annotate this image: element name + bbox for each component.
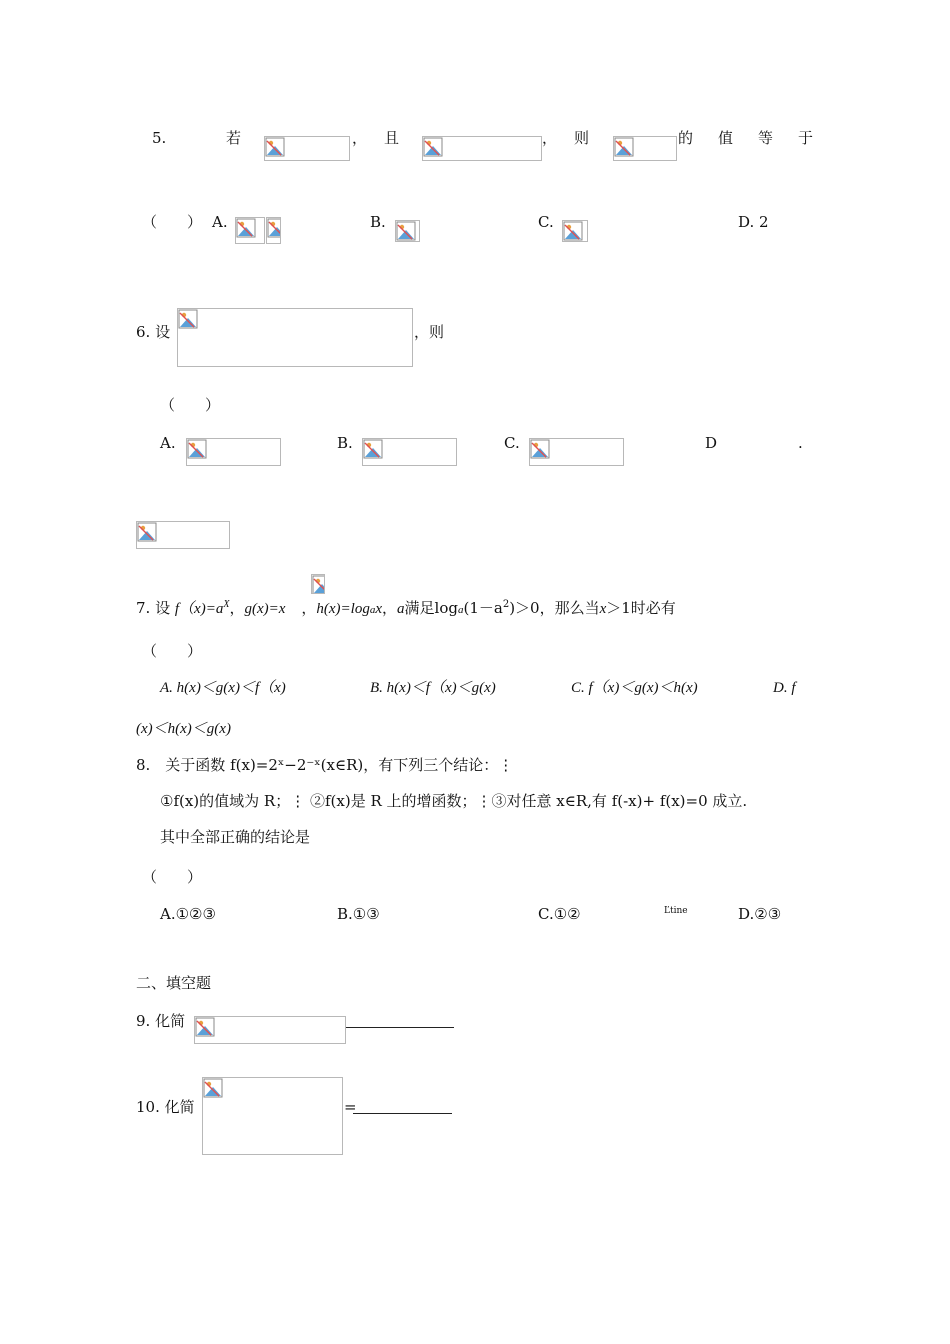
q7-tail: ＞1时必有 — [606, 599, 676, 617]
q8-option-b: B.①③ — [337, 905, 380, 923]
broken-image-icon — [178, 309, 198, 329]
q8-stray-mark: Ľtine — [664, 906, 688, 916]
q5-formula-image-2 — [422, 136, 542, 161]
q5-word-ruo: 若 — [226, 129, 242, 147]
q9-formula-image — [194, 1016, 346, 1044]
q7-option-a: A. h(x)＜g(x)＜f（x) — [160, 680, 286, 696]
q6-option-a-label: A. — [160, 434, 176, 452]
q5-word-qie: 且 — [384, 129, 400, 147]
q7-prefix: 7. 设 — [136, 599, 171, 617]
q7-gx-exponent-image — [311, 574, 325, 594]
q7-option-d-part1: D. f — [773, 680, 796, 696]
q5-word-zhi: 值 — [718, 129, 734, 147]
q7-hx-base: a — [369, 604, 376, 616]
q8-option-a: A.①②③ — [160, 905, 216, 923]
q5-option-b-label: B. — [370, 213, 386, 231]
q8-stem: 8. 关于函数 f(x)=2ˣ−2⁻ˣ(x∈R)，有下列三个结论：⋮ — [136, 756, 514, 774]
q5-word-de: 的 — [678, 129, 694, 147]
broken-image-icon — [563, 221, 583, 241]
q6-option-d-dot: . — [798, 434, 803, 452]
q6-suffix: ，则 — [414, 323, 445, 341]
q5-option-b-image — [395, 220, 420, 242]
q10-equals: = — [344, 1098, 357, 1116]
q6-prefix: 6. 设 — [136, 323, 171, 341]
q7-condition-2: (1－a — [463, 599, 503, 617]
q5-word-ze: 则 — [574, 129, 590, 147]
q7-hx-arg: x — [375, 601, 383, 617]
broken-image-icon — [195, 1017, 215, 1037]
q7-x: x — [599, 601, 607, 617]
broken-image-icon — [312, 575, 325, 594]
q6-formula-image — [177, 308, 413, 367]
broken-image-icon — [203, 1078, 223, 1098]
q5-answer-paren: （ ） — [142, 213, 203, 231]
q5-formula-image-3 — [613, 136, 677, 161]
q5-option-a-image-2 — [266, 217, 281, 244]
q10-prefix: 10. 化简 — [136, 1098, 195, 1116]
q7-condition-base: a — [457, 604, 464, 616]
q5-number: 5. — [152, 129, 167, 147]
q5-word-deng: 等 — [758, 129, 774, 147]
q5-option-a-image-1 — [235, 217, 265, 244]
q7-condition: 满足log — [404, 599, 458, 617]
q5-option-d: D. 2 — [738, 213, 769, 231]
q9-answer-blank[interactable] — [346, 1027, 454, 1028]
q7-hx: h(x)=log — [316, 601, 370, 617]
q7-condition-exponent: 2 — [502, 599, 510, 610]
broken-image-icon — [363, 439, 383, 459]
broken-image-icon — [267, 218, 281, 238]
q5-word-yu: 于 — [798, 129, 814, 147]
q6-option-b-image — [362, 438, 457, 466]
broken-image-icon — [614, 137, 634, 157]
q7-gx: g(x)=x — [244, 601, 286, 617]
broken-image-icon — [265, 137, 285, 157]
q7-line — [136, 595, 676, 620]
q6-option-d-image — [136, 521, 230, 549]
q8-question: 其中全部正确的结论是 — [160, 828, 311, 846]
q5-option-c-image — [562, 220, 588, 242]
q10-formula-image — [202, 1077, 343, 1155]
q8-answer-paren: （ ） — [142, 868, 203, 886]
q5-formula-image-1 — [264, 136, 350, 161]
q5-option-a-label: A. — [212, 213, 228, 231]
broken-image-icon — [423, 137, 443, 157]
q7-option-c: C. f（x)＜g(x)＜h(x) — [571, 680, 698, 696]
q7-condition-3: )＞0，那么当 — [509, 599, 600, 617]
broken-image-icon — [396, 221, 416, 241]
q6-option-c-label: C. — [504, 434, 520, 452]
q7-sep-1: ， — [229, 599, 245, 617]
q9-prefix: 9. 化简 — [136, 1012, 186, 1030]
q7-sep-3: ， — [382, 599, 398, 617]
q7-option-b: B. h(x)＜f（x)＜g(x) — [370, 680, 496, 696]
q5-option-c-label: C. — [538, 213, 554, 231]
q6-option-a-image — [186, 438, 281, 466]
q8-option-d: D.②③ — [738, 905, 782, 923]
broken-image-icon — [236, 218, 256, 238]
q5-comma-1: ， — [352, 129, 368, 147]
q7-sep-2: ， — [301, 599, 317, 617]
broken-image-icon — [187, 439, 207, 459]
q7-fx-exponent: X — [223, 599, 230, 610]
q7-fx: （x)=a — [179, 601, 224, 617]
q8-statements: ①f(x)的值域为 R；⋮ ②f(x)是 R 上的增函数；⋮③对任意 x∈R,有 f(-x)+ f(x)=0 成立. — [160, 792, 748, 810]
q6-answer-paren: （ ） — [160, 396, 221, 414]
q7-answer-paren: （ ） — [142, 642, 203, 660]
q6-option-b-label: B. — [337, 434, 353, 452]
q7-option-d-part2: (x)＜h(x)＜g(x) — [136, 721, 231, 737]
broken-image-icon — [530, 439, 550, 459]
q7-f: f — [174, 601, 180, 617]
q5-comma-2: ， — [542, 129, 558, 147]
broken-image-icon — [137, 522, 157, 542]
section-title-fill-in: 二、填空题 — [136, 974, 212, 992]
q6-option-d-label: D — [705, 434, 718, 452]
q6-option-c-image — [529, 438, 624, 466]
q10-answer-blank[interactable] — [353, 1113, 452, 1114]
q7-a: a — [397, 601, 405, 617]
q8-option-c: C.①② — [538, 905, 581, 923]
